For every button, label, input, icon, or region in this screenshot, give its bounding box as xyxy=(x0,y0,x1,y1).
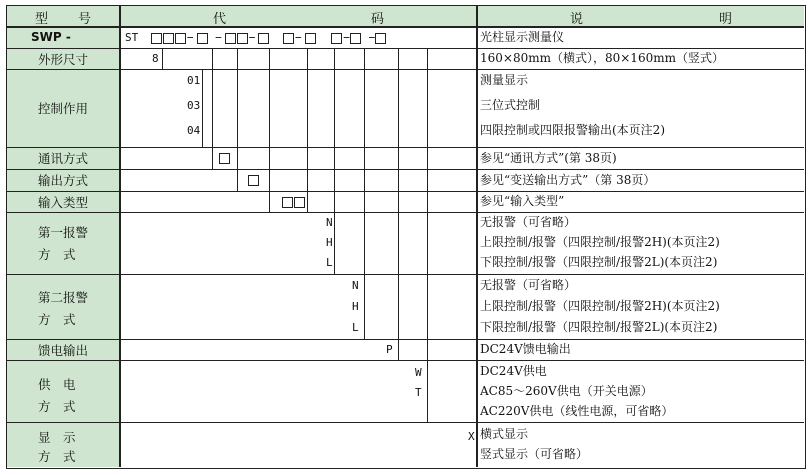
row-label-alarm2-line2: 方 式 xyxy=(38,312,76,327)
row-sep xyxy=(7,360,804,361)
header-desc-char-2: 明 xyxy=(719,12,733,27)
input-code-box-1 xyxy=(282,197,293,208)
control-desc-3: 四限控制或四限报警输出(本页注2) xyxy=(480,123,665,137)
row-label-alarm2-line1: 第二报警 xyxy=(38,290,89,305)
size-code: 8 xyxy=(152,52,159,65)
alarm1-code-h: H xyxy=(326,236,333,249)
header-shade xyxy=(7,6,804,26)
row-label-input: 输入类型 xyxy=(38,195,89,210)
alarm2-code-n: N xyxy=(352,279,359,292)
header-code-char-2: 码 xyxy=(371,12,385,27)
alarm1-code-l: L xyxy=(326,256,333,269)
feed-desc: DC24V馈电输出 xyxy=(480,342,571,356)
row-sep xyxy=(7,274,804,275)
header-code-char-1: 代 xyxy=(213,12,227,27)
row-label-feed: 馈电输出 xyxy=(38,343,89,358)
row-label-comm: 通讯方式 xyxy=(38,151,89,166)
control-code-01: 01 xyxy=(187,74,201,87)
row-sep xyxy=(7,422,804,423)
alarm2-desc-2: 上限控制/报警（四限控制/报警2H)(本页注2) xyxy=(480,299,720,313)
alarm1-code-n: N xyxy=(326,216,333,229)
alarm1-desc-1: 无报警（可省略） xyxy=(480,215,577,229)
code-box xyxy=(225,33,236,44)
code-box xyxy=(350,33,361,44)
code-box xyxy=(175,33,186,44)
model-selection-table xyxy=(6,5,806,469)
row-label-display-line2: 方 式 xyxy=(38,449,76,464)
code-box xyxy=(163,33,174,44)
code-step-line xyxy=(269,48,270,212)
input-code-box-2 xyxy=(294,197,305,208)
row-label-alarm1-line2: 方 式 xyxy=(38,247,76,262)
power-desc-1: DC24V供电 xyxy=(480,364,547,378)
power-desc-3: AC220V供电（线性电源，可省略） xyxy=(480,404,674,418)
alarm1-desc-3: 下限控制/报警（四限控制/报警2L)(本页注2) xyxy=(480,255,718,269)
row-label-alarm1-line1: 第一报警 xyxy=(38,225,89,240)
code-box xyxy=(331,33,342,44)
comm-code-box xyxy=(219,153,230,164)
header-model-char-1: 型 xyxy=(35,12,49,27)
code-step-line xyxy=(427,48,428,422)
control-code-04: 04 xyxy=(187,124,201,137)
model-code-pattern: ST − − − − − − xyxy=(125,31,387,45)
alarm2-desc-3: 下限控制/报警（四限控制/报警2L)(本页注2) xyxy=(480,320,718,334)
label-column-line xyxy=(119,6,121,467)
header-model-char-2: 号 xyxy=(78,12,92,27)
model-label: SWP - xyxy=(31,30,71,44)
model-desc: 光柱显示测量仪 xyxy=(480,30,565,44)
row-sep xyxy=(7,191,804,192)
power-desc-2: AC85～260V供电（开关电源） xyxy=(480,384,653,398)
code-box xyxy=(258,33,269,44)
desc-column-line xyxy=(476,6,478,467)
code-step-line xyxy=(364,48,365,339)
code-box xyxy=(283,33,294,44)
row-label-control: 控制作用 xyxy=(38,101,89,116)
code-step-line xyxy=(237,48,238,191)
output-code-box xyxy=(248,175,259,186)
code-step-line xyxy=(202,69,203,147)
comm-desc: 参见“通讯方式”(第 38页) xyxy=(480,151,617,165)
power-code-t: T xyxy=(415,386,422,399)
control-desc-1: 测量显示 xyxy=(480,73,529,87)
row-label-display-line1: 显 示 xyxy=(38,430,76,445)
code-box xyxy=(375,33,386,44)
row-label-output: 输出方式 xyxy=(38,173,89,188)
row-sep xyxy=(7,147,804,148)
code-box xyxy=(197,33,208,44)
alarm2-code-h: H xyxy=(352,300,359,313)
code-step-line xyxy=(307,48,308,212)
feed-code-p: P xyxy=(386,343,393,356)
row-sep xyxy=(7,69,804,70)
output-desc: 参见“变送输出方式”（第 38页） xyxy=(480,173,656,187)
display-desc-1: 横式显示 xyxy=(480,427,529,441)
header-divider xyxy=(7,26,804,28)
code-box xyxy=(237,33,248,44)
model-code-prefix: ST xyxy=(125,31,139,44)
row-sep xyxy=(7,212,804,213)
alarm2-code-l: L xyxy=(352,321,359,334)
code-box xyxy=(151,33,162,44)
power-code-w: W xyxy=(415,366,422,379)
control-desc-2: 三位式控制 xyxy=(480,98,541,112)
row-sep xyxy=(7,169,804,170)
alarm1-desc-2: 上限控制/报警（四限控制/报警2H)(本页注2) xyxy=(480,235,720,249)
code-step-line xyxy=(162,48,163,69)
row-label-size: 外形尺寸 xyxy=(38,52,89,67)
input-desc: 参见“输入类型” xyxy=(480,194,565,208)
code-step-line xyxy=(212,48,213,169)
row-label-power-line1: 供 电 xyxy=(38,377,76,392)
control-code-03: 03 xyxy=(187,99,201,112)
code-box xyxy=(305,33,316,44)
display-desc-2: 竖式显示（可省略） xyxy=(480,447,589,461)
size-desc: 160×80mm（横式），80×160mm（竖式） xyxy=(480,51,724,65)
display-code-x: X xyxy=(468,430,475,443)
row-sep xyxy=(7,339,804,340)
code-step-line xyxy=(334,48,335,274)
code-step-line xyxy=(398,48,399,360)
alarm2-desc-1: 无报警（可省略） xyxy=(480,278,577,292)
row-label-power-line2: 方 式 xyxy=(38,399,76,414)
header-desc-char-1: 说 xyxy=(570,12,584,27)
